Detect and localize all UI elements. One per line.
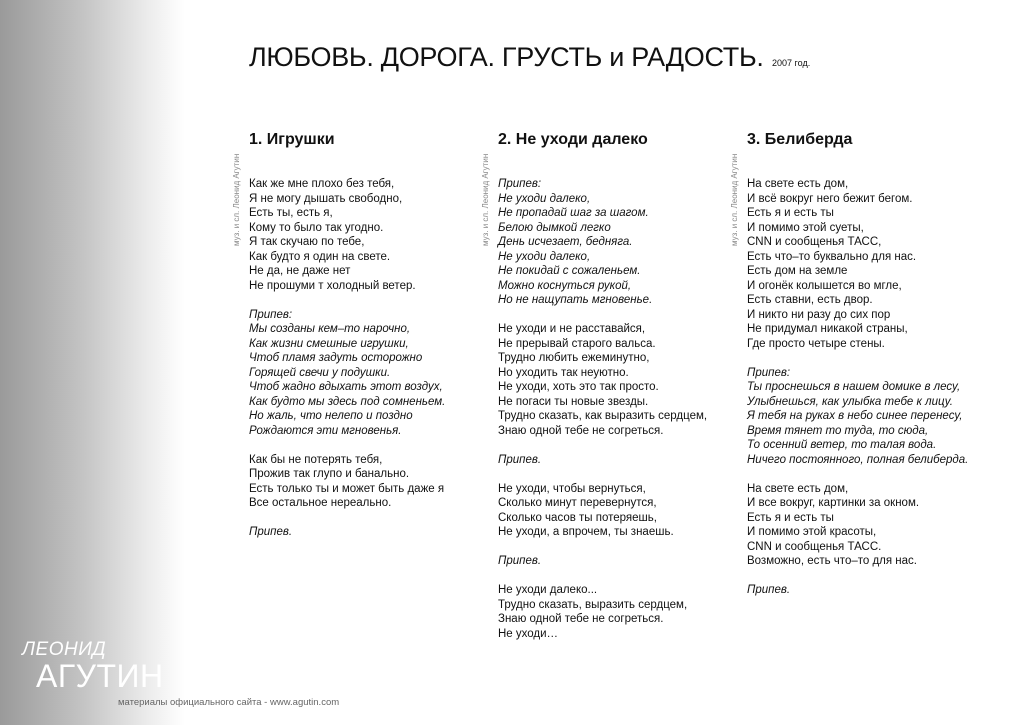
lyric-line: Как будто я один на свете.: [249, 250, 391, 263]
chorus-line: Припев.: [498, 453, 542, 466]
lyric-line: Как же мне плохо без тебя,: [249, 178, 395, 190]
chorus-line: Припев:: [249, 308, 293, 321]
lyric-line: Не да, не даже нет: [249, 265, 351, 277]
song-credit-1: муз. и сл. Леонид Агутин: [232, 153, 241, 246]
chorus-line: Не уходи далеко,: [498, 250, 591, 263]
lyric-line: И никто ни разу до сих пор: [747, 308, 891, 321]
song-title-3: 3. Белиберда: [747, 131, 853, 148]
chorus-line: Но не нащупать мгновенье.: [498, 294, 653, 306]
chorus-line: Я тебя на руках в небо синее перенесу,: [747, 410, 963, 422]
chorus-line: Рождаются эти мгновенья.: [249, 424, 402, 437]
lyric-line: Знаю одной тебе не согреться.: [498, 424, 664, 437]
chorus-line: Припев.: [249, 526, 293, 538]
chorus-line: Ты проснешься в нашем домике в лесу,: [747, 381, 961, 393]
lyric-line: Есть ставни, есть двор.: [747, 294, 873, 306]
lyric-line: Знаю одной тебе не согреться.: [498, 613, 664, 625]
chorus-line: То осенний ветер, то талая вода.: [747, 439, 937, 451]
lyric-line: На свете есть дом,: [747, 482, 849, 495]
lyric-line: Трудно любить ежеминутно,: [498, 352, 650, 364]
stanza-gap: [249, 511, 445, 526]
song-credit-3: муз. и сл. Леонид Агутин: [730, 153, 739, 246]
song-title-2: 2. Не уходи далеко: [498, 131, 648, 148]
section-title: [881, 40, 1010, 90]
lyric-line: Есть я и есть ты: [747, 511, 834, 524]
chorus-line: Время тянет то туда, то сюда,: [747, 424, 929, 437]
lyric-line: Есть дом на земле: [747, 265, 848, 277]
section-subtitle-lyrics: (ТЕКСТЫ ПЕСЕН): [882, 72, 1010, 89]
lyric-line: Прожив так глупо и банально.: [249, 468, 410, 480]
lyric-line: Есть только ты и может быть даже я: [249, 482, 445, 495]
stanza-gap: [747, 569, 968, 584]
section-title-music: МУЗЫКА: [881, 38, 1010, 71]
lyric-line: Не уходи и не расставайся,: [498, 323, 646, 335]
lyric-line: Есть я и есть ты: [747, 207, 834, 219]
lyric-line: Не погаси ты новые звезды.: [498, 395, 649, 408]
chorus-line: Как жизни смешные игрушки,: [249, 337, 409, 350]
lyric-line: Возможно, есть что–то для нас.: [747, 555, 917, 567]
artist-first-name: ЛЕОНИД: [22, 639, 107, 660]
chorus-line: Припев.: [747, 584, 791, 596]
lyric-line: Я не могу дышать свободно,: [249, 192, 403, 205]
lyric-line: Не уходи…: [498, 627, 559, 640]
lyric-line: Есть что–то буквально для нас.: [747, 250, 917, 263]
lyric-line: На свете есть дом,: [747, 178, 849, 190]
stanza-gap: [498, 540, 707, 555]
stanza-gap: [498, 308, 707, 323]
stanza-gap: [498, 438, 707, 453]
lyric-line: CNN и сообщенья ТАСС,: [747, 236, 882, 248]
lyric-line: Не прерывай старого вальса.: [498, 337, 656, 350]
chorus-line: Улыбнешься, как улыбка тебе к лицу.: [747, 395, 953, 408]
album-title: ЛЮБОВЬ. ДОРОГА. ГРУСТЬ и РАДОСТЬ.: [249, 42, 764, 72]
lyric-line: Не уходи далеко...: [498, 584, 598, 596]
artist-last-name: АГУТИН: [36, 658, 164, 694]
lyric-line: И помимо этой суеты,: [747, 221, 864, 234]
chorus-line: Припев:: [747, 366, 791, 379]
lyric-line: Кому то было так угодно.: [249, 221, 384, 234]
lyric-line: И всё вокруг него бежит бегом.: [747, 192, 913, 205]
lyric-line: Не уходи, а впрочем, ты знаешь.: [498, 526, 674, 538]
artist-name: [22, 640, 164, 692]
chorus-line: Не покидай с сожаленьем.: [498, 265, 641, 277]
chorus-line: Чтоб жадно вдыхать этот воздух,: [249, 381, 443, 393]
song-column-1: [249, 127, 445, 540]
lyric-line: И огонёк колышется во мгле,: [747, 279, 902, 292]
lyric-line: И помимо этой красоты,: [747, 526, 877, 538]
lyric-line: И все вокруг, картинки за окном.: [747, 497, 920, 509]
chorus-line: Горящей свечи у подушки.: [249, 366, 391, 379]
song-credit-2: муз. и сл. Леонид Агутин: [481, 153, 490, 246]
lyric-line: Не уходи, хоть это так просто.: [498, 381, 659, 393]
lyric-line: Сколько минут перевернутся,: [498, 497, 657, 509]
lyric-line: Все остальное нереально.: [249, 497, 392, 509]
chorus-line: Не уходи далеко,: [498, 192, 591, 205]
chorus-line: Можно коснуться рукой,: [498, 279, 632, 292]
song-lyrics-3: [747, 177, 968, 598]
chorus-line: Чтоб пламя задуть осторожно: [249, 352, 423, 364]
chorus-line: Припев:: [498, 178, 542, 190]
stanza-gap: [249, 293, 445, 308]
lyric-line: Но уходить так неуютно.: [498, 366, 629, 379]
chorus-line: Припев.: [498, 555, 542, 567]
footer-source: материалы официального сайта - www.agutin.com: [118, 697, 340, 708]
song-column-3: [747, 127, 968, 598]
stanza-gap: [249, 438, 445, 453]
chorus-line: Ничего постоянного, полная белиберда.: [747, 453, 969, 466]
chorus-line: День исчезает, бедняга.: [498, 236, 633, 248]
lyric-line: Как бы не потерять тебя,: [249, 453, 383, 466]
stanza-gap: [498, 467, 707, 482]
lyric-line: Не прошуми т холодный ветер.: [249, 279, 416, 292]
lyric-line: Не уходи, чтобы вернуться,: [498, 482, 646, 495]
stanza-gap: [498, 569, 707, 584]
lyric-line: Трудно сказать, выразить сердцем,: [498, 598, 688, 611]
album-heading: [249, 42, 810, 73]
stanza-gap: [747, 467, 968, 482]
lyric-line: Где просто четыре стены.: [747, 337, 885, 350]
lyric-line: Есть ты, есть я,: [249, 207, 333, 219]
chorus-line: Но жаль, что нелепо и поздно: [249, 410, 413, 422]
chorus-line: Как будто мы здесь под сомненьем.: [249, 395, 446, 408]
lyric-line: Сколько часов ты потеряешь,: [498, 511, 657, 524]
stanza-gap: [747, 351, 968, 366]
lyric-line: Не придумал никакой страны,: [747, 323, 908, 335]
lyric-line: Я так скучаю по тебе,: [249, 236, 365, 248]
chorus-line: Мы созданы кем–то нарочно,: [249, 323, 411, 335]
song-lyrics-1: [249, 177, 445, 540]
chorus-line: Белою дымкой легко: [498, 221, 611, 234]
song-lyrics-2: [498, 177, 707, 641]
lyric-line: CNN и сообщенья ТАСС.: [747, 540, 882, 553]
song-column-2: [498, 127, 707, 641]
album-year: 2007 год.: [772, 58, 811, 68]
song-title-1: 1. Игрушки: [249, 131, 335, 148]
chorus-line: Не пропадай шаг за шагом.: [498, 207, 649, 219]
sidebar-gradient: [0, 0, 185, 725]
lyric-line: Трудно сказать, как выразить сердцем,: [498, 410, 708, 422]
